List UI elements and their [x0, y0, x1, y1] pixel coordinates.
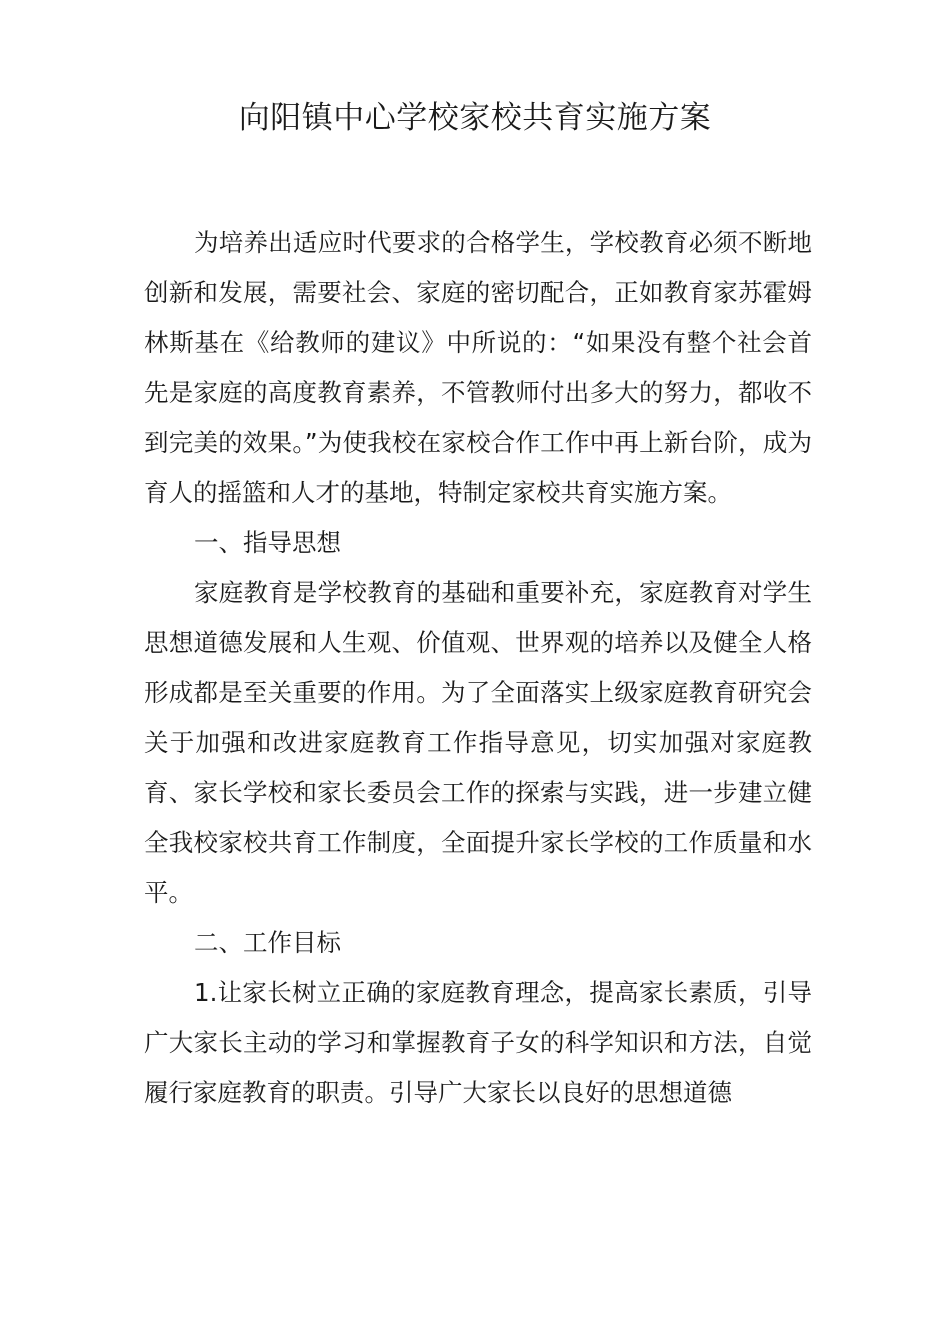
- work-goals-paragraph: 1.让家长树立正确的家庭教育理念，提高家长素质，引导广大家长主动的学习和掌握教育子女的科学知识和方法，自觉履行家庭教育的职责。引导广大家长以良好的思想道德: [144, 978, 812, 1107]
- guiding-ideology-paragraph: 家庭教育是学校教育的基础和重要补充，家庭教育对学生思想道德发展和人生观、价值观、世界观的培养以及健全人格形成都是至关重要的作用。为了全面落实上级家庭教育研究会关于加强和改进家庭教育工作指导意见，切实加强对家庭教育、家长学校和家长委员会工作的探索与实践，进一步建立健全我校家校共育工作制度，全面提升家长学校的工作质量和水平。: [144, 578, 812, 907]
- intro-paragraph: 为培养出适应时代要求的合格学生，学校教育必须不断地创新和发展，需要社会、家庭的密切配合，正如教育家苏霍姆林斯基在《给教师的建议》中所说的：“如果没有整个社会首先是家庭的高度教育素养，不管教师付出多大的努力，都收不到完美的效果。”为使我校在家校合作工作中再上新台阶，成为育人的摇篮和人才的基地，特制定家校共育实施方案。: [144, 228, 812, 507]
- section-heading-work-goals: 二、工作目标: [194, 928, 341, 957]
- document-title: 向阳镇中心学校家校共育实施方案: [238, 100, 712, 136]
- document-body: [144, 218, 812, 1118]
- section-heading-guiding-ideology: 一、指导思想: [194, 528, 341, 557]
